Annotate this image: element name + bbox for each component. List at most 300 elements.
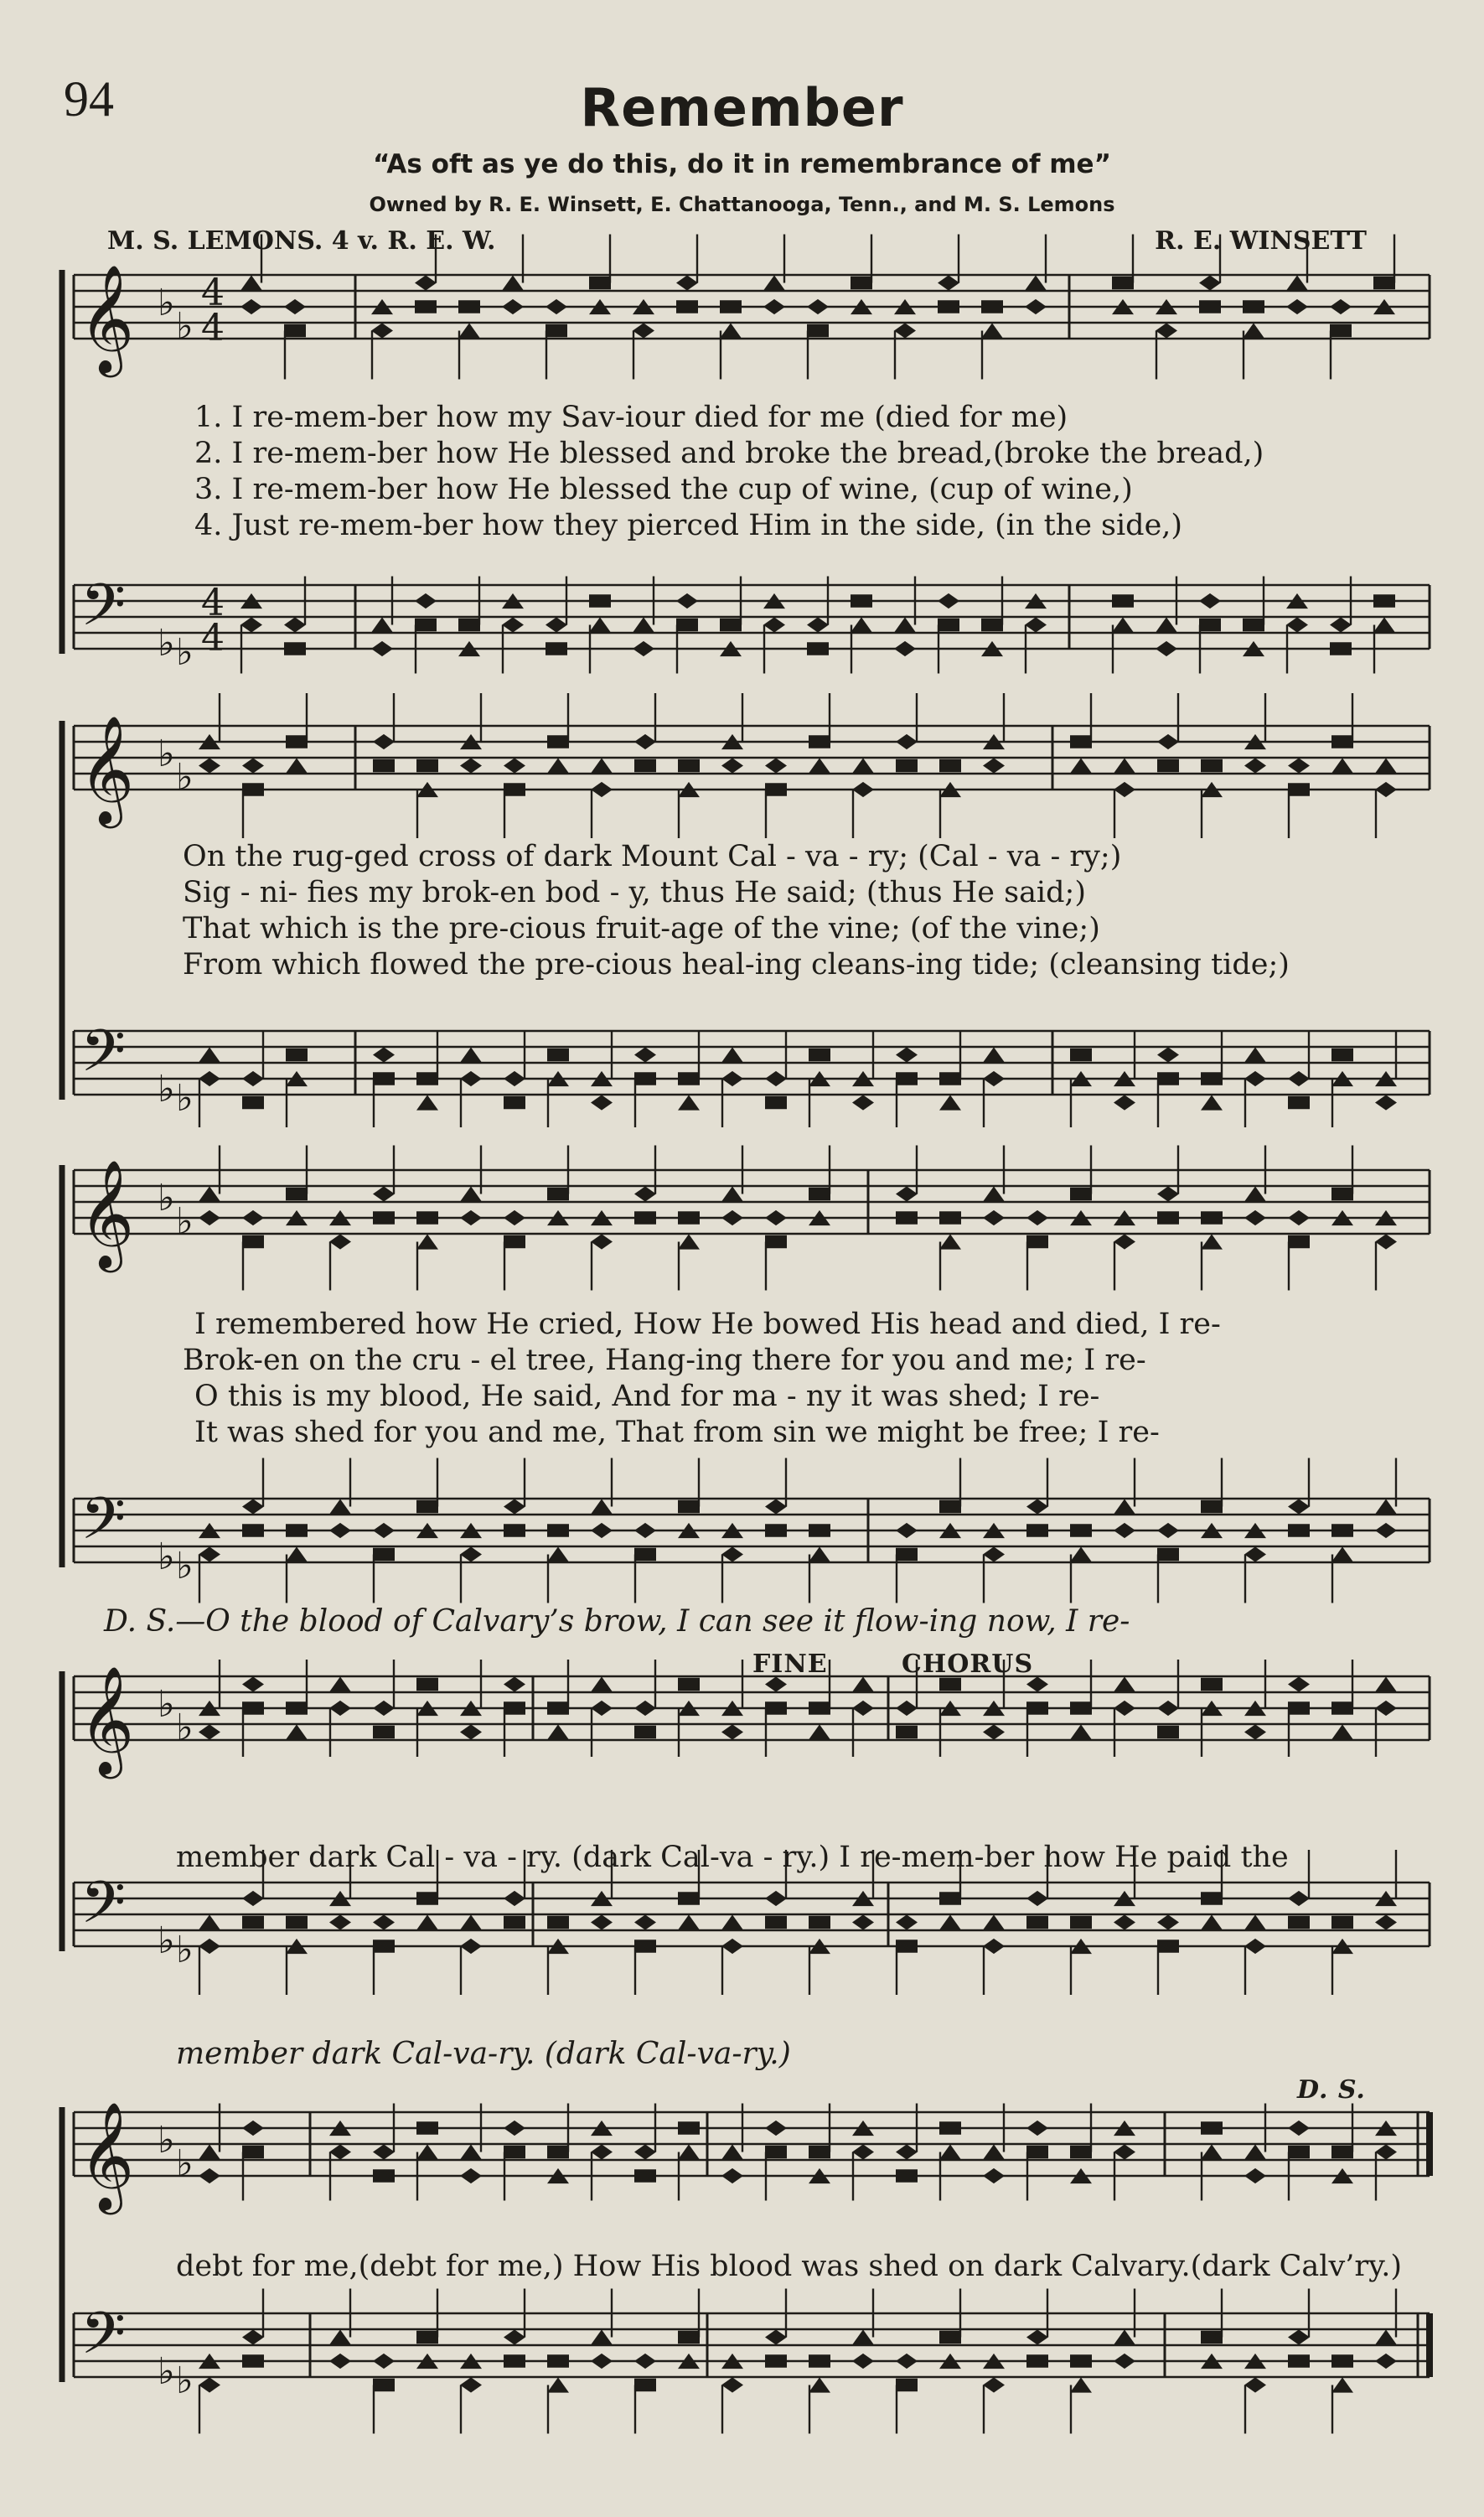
note-head <box>765 758 787 773</box>
note-head <box>240 275 262 290</box>
note-head <box>1114 1523 1135 1538</box>
note-head <box>852 1914 874 1929</box>
lyric-line-5: debt for me,(debt for me,) How His blood was shed on dark Calvary.(dark Calv’ry.) <box>176 2250 1402 2283</box>
note-head <box>1331 2377 1353 2392</box>
ownership-credit: Owned by R. E. Winsett, E. Chattanooga, Tenn., and M. S. Lemons <box>369 193 1115 216</box>
note-head <box>852 1676 874 1691</box>
note-head <box>939 1234 961 1249</box>
time-sig-bottom: 4 <box>201 617 225 660</box>
lyricist-credit: M. S. LEMONS. 4 v. R. E. W. <box>107 226 496 256</box>
note-head <box>1331 1049 1353 1062</box>
note-head <box>1375 1701 1397 1716</box>
note-head <box>1243 323 1264 338</box>
lyric-line-4: member dark Cal - va - ry. (dark Cal-va - ry.) I re-mem-ber how He paid the <box>176 1841 1289 1874</box>
note-head <box>504 1096 525 1110</box>
note-head <box>634 1726 656 1739</box>
note-head <box>634 1523 656 1538</box>
note-head <box>460 1724 482 1739</box>
note-head <box>678 1095 700 1110</box>
note-head <box>371 617 393 632</box>
note-head <box>416 1095 438 1110</box>
note-head <box>591 1095 613 1110</box>
note-head <box>896 1940 918 1953</box>
note-head <box>1201 1678 1223 1691</box>
note-head <box>460 2168 482 2183</box>
note-head <box>242 758 264 773</box>
note-head <box>591 2144 613 2159</box>
note-head <box>938 593 959 609</box>
note-head <box>633 617 654 632</box>
treble-clef-icon: 𝄞 <box>79 715 135 824</box>
note-head <box>504 2146 525 2159</box>
lyric-line-1-verse-4: 4. Just re-mem-ber how they pierced Him in the side, (in the side,) <box>194 509 1183 542</box>
note-head <box>852 2329 874 2344</box>
note-head <box>852 1095 874 1110</box>
note-head <box>676 593 698 609</box>
note-head <box>763 617 785 632</box>
note-head <box>1112 277 1134 290</box>
note-head <box>1330 299 1352 314</box>
note-head <box>460 1047 482 1062</box>
note-head <box>983 1210 1005 1225</box>
note-head <box>809 2146 830 2159</box>
ds-marker: D. S. <box>1297 2075 1366 2105</box>
note-head <box>458 619 480 632</box>
note-head <box>983 2377 1005 2392</box>
note-head <box>1114 1234 1135 1249</box>
note-head <box>809 1916 830 1929</box>
note-head <box>1331 1524 1353 1537</box>
note-head <box>896 1211 918 1225</box>
note-head <box>765 1071 787 1086</box>
note-head <box>1157 734 1179 749</box>
note-head <box>284 617 306 632</box>
note-head <box>589 277 611 290</box>
note-head <box>416 1678 438 1691</box>
note-head <box>1156 617 1177 632</box>
note-head <box>678 2144 700 2159</box>
note-head <box>416 2144 438 2159</box>
note-head <box>502 617 524 632</box>
note-head <box>415 619 437 632</box>
note-head <box>504 758 525 773</box>
note-head <box>634 2354 656 2369</box>
note-head <box>242 1235 264 1249</box>
note-head <box>1330 324 1352 338</box>
note-head <box>1070 758 1092 773</box>
note-head <box>1375 1523 1397 1538</box>
note-head <box>1288 1916 1310 1929</box>
note-head <box>460 1546 482 1561</box>
note-head <box>981 323 1003 338</box>
note-head <box>721 1047 743 1062</box>
note-head <box>939 1500 961 1514</box>
note-head <box>415 275 437 290</box>
note-head <box>460 1071 482 1086</box>
note-head <box>329 1523 351 1538</box>
flat-icon: ♭ <box>176 1077 194 1120</box>
note-head <box>286 735 308 748</box>
note-head <box>240 299 262 314</box>
note-head <box>1286 617 1308 632</box>
note-head <box>983 1546 1005 1561</box>
note-head <box>721 1071 743 1086</box>
time-sig-top: 4 <box>201 582 225 624</box>
note-head <box>939 759 961 773</box>
flat-icon: ♭ <box>176 1200 194 1243</box>
note-head <box>1157 1072 1179 1085</box>
note-head <box>765 1235 787 1249</box>
note-head <box>678 1211 700 1225</box>
note-head <box>1114 782 1135 797</box>
note-head <box>633 323 654 338</box>
note-head <box>634 1701 656 1716</box>
note-head <box>1244 758 1266 773</box>
composer-credit: R. E. WINSETT <box>1155 226 1367 256</box>
bass-clef-icon: 𝄢 <box>80 1484 127 1567</box>
note-head <box>939 1914 961 1929</box>
note-head <box>721 1210 743 1225</box>
note-head <box>1070 1724 1092 1739</box>
note-head <box>1199 300 1221 313</box>
note-head <box>765 2146 787 2159</box>
note-head <box>458 323 480 338</box>
note-head <box>284 324 306 338</box>
note-head <box>634 1047 656 1062</box>
note-head <box>199 1186 220 1201</box>
note-head <box>284 299 306 314</box>
note-head <box>1331 1546 1353 1561</box>
flat-icon: ♭ <box>176 2359 194 2402</box>
note-head <box>896 1914 918 1929</box>
note-head <box>1375 1914 1397 1929</box>
note-head <box>721 1914 743 1929</box>
note-head <box>809 2377 830 2392</box>
note-head <box>1375 1095 1397 1110</box>
note-head <box>1244 1939 1266 1954</box>
lyric-line-2-verse-4: From which flowed the pre-cious heal-ing cleans-ing tide; (cleansing tide;) <box>183 948 1290 981</box>
note-head <box>242 2121 264 2136</box>
note-head <box>1288 783 1310 796</box>
note-head <box>678 2121 700 2135</box>
note-head <box>720 300 742 313</box>
note-head <box>1201 1892 1223 1905</box>
note-head <box>329 1499 351 1514</box>
lyric-line-3-verse-3: O this is my blood, He said, And for ma - ny it was shed; I re- <box>194 1380 1100 1413</box>
note-head <box>591 1234 613 1249</box>
note-head <box>460 2144 482 2159</box>
note-head <box>1025 275 1047 290</box>
flat-icon: ♭ <box>176 305 194 348</box>
flat-icon: ♭ <box>176 1545 194 1587</box>
note-head <box>242 2146 264 2159</box>
note-head <box>240 617 262 632</box>
note-head <box>939 1678 961 1691</box>
note-head <box>547 1546 569 1561</box>
note-head <box>373 1548 395 1561</box>
note-head <box>373 759 395 773</box>
note-head <box>983 2144 1005 2159</box>
note-head <box>329 1676 351 1691</box>
note-head <box>415 593 437 609</box>
note-head <box>547 2354 569 2368</box>
note-head <box>1070 1524 1092 1537</box>
note-head <box>199 1546 220 1561</box>
lyric-line-1-verse-2: 2. I re-mem-ber how He blessed and broke the bread,(broke the bread,) <box>194 437 1264 470</box>
note-head <box>896 2144 918 2159</box>
flat-icon: ♭ <box>158 1177 175 1220</box>
note-head <box>1157 1523 1179 1538</box>
note-head <box>938 619 959 632</box>
note-head <box>1199 275 1221 290</box>
note-head <box>678 759 700 773</box>
note-head <box>678 2331 700 2344</box>
note-head <box>1156 323 1177 338</box>
note-head <box>416 1211 438 1225</box>
note-head <box>591 1523 613 1538</box>
note-head <box>504 783 525 796</box>
note-head <box>416 2121 438 2135</box>
flat-icon: ♭ <box>176 2142 194 2185</box>
note-head <box>286 1524 308 1537</box>
note-head <box>591 782 613 797</box>
note-head <box>896 2354 918 2369</box>
note-head <box>1070 1049 1092 1062</box>
note-head <box>678 1914 700 1929</box>
note-head <box>939 2144 961 2159</box>
note-head <box>1286 299 1308 314</box>
note-head <box>460 1210 482 1225</box>
note-head <box>1025 617 1047 632</box>
note-head <box>371 641 393 656</box>
note-head <box>458 300 480 313</box>
note-head <box>634 734 656 749</box>
note-head <box>373 1047 395 1062</box>
note-head <box>373 2379 395 2392</box>
note-head <box>591 758 613 773</box>
fine-marker: FINE <box>752 1650 828 1679</box>
flat-icon: ♭ <box>158 2350 175 2393</box>
note-head <box>634 2379 656 2392</box>
note-head <box>1114 758 1135 773</box>
note-head <box>547 1188 569 1201</box>
note-head <box>765 2329 787 2344</box>
note-head <box>591 2354 613 2369</box>
bass-clef-icon: 𝄢 <box>80 2299 127 2381</box>
note-head <box>416 1500 438 1514</box>
treble-clef-icon: 𝄞 <box>79 2101 135 2210</box>
note-head <box>896 1548 918 1561</box>
note-head <box>807 299 829 314</box>
note-head <box>1114 1701 1135 1716</box>
note-head <box>634 1914 656 1929</box>
note-head <box>504 1524 525 1537</box>
note-head <box>896 1726 918 1739</box>
note-head <box>460 2377 482 2392</box>
note-head <box>1201 2331 1223 2344</box>
note-head <box>371 323 393 338</box>
note-head <box>678 1500 700 1514</box>
note-head <box>634 759 656 773</box>
treble-clef-icon: 𝄞 <box>79 1665 135 1774</box>
note-head <box>373 1523 395 1538</box>
note-head <box>242 1701 264 1715</box>
note-head <box>809 735 830 748</box>
note-head <box>547 1524 569 1537</box>
note-head <box>981 300 1003 313</box>
note-head <box>896 1047 918 1062</box>
flat-icon: ♭ <box>158 1919 175 1962</box>
note-head <box>634 1940 656 1953</box>
note-head <box>720 323 742 338</box>
note-head <box>851 617 872 632</box>
note-head <box>1070 2377 1092 2392</box>
note-head <box>416 1892 438 1905</box>
flat-icon: ♭ <box>176 1706 194 1749</box>
lyric-line-2-verse-1: On the rug-ged cross of dark Mount Cal - va - ry; (Cal - va - ry;) <box>183 840 1122 873</box>
note-head <box>1026 1235 1048 1249</box>
note-head <box>1244 1546 1266 1561</box>
note-head <box>763 275 785 290</box>
note-head <box>546 617 567 632</box>
hymn-title: Remember <box>580 77 904 138</box>
note-head <box>765 1916 787 1929</box>
note-head <box>591 1701 613 1716</box>
note-head <box>1375 1676 1397 1691</box>
note-head <box>1199 593 1221 609</box>
note-head <box>634 1548 656 1561</box>
note-head <box>373 1914 395 1929</box>
note-head <box>1201 2121 1223 2135</box>
note-head <box>199 2168 220 2183</box>
note-head <box>1375 2329 1397 2344</box>
note-head <box>199 1210 220 1225</box>
note-head <box>634 2169 656 2183</box>
note-head <box>809 2354 830 2368</box>
note-head <box>1114 2329 1135 2344</box>
note-head <box>896 1186 918 1201</box>
note-head <box>502 299 524 314</box>
note-head <box>242 1524 264 1537</box>
note-head <box>1026 2329 1048 2344</box>
note-head <box>1373 594 1395 608</box>
note-head <box>547 2146 569 2159</box>
note-head <box>1201 759 1223 773</box>
note-head <box>1286 275 1308 290</box>
note-head <box>634 1072 656 1085</box>
note-head <box>1375 2144 1397 2159</box>
flat-icon: ♭ <box>158 622 175 665</box>
note-head <box>1070 1546 1092 1561</box>
note-head <box>1026 1499 1048 1514</box>
note-head <box>1112 594 1134 608</box>
note-head <box>807 642 829 655</box>
scripture-subtitle: “As oft as ye do this, do it in remembrance of me” <box>373 149 1111 179</box>
note-head <box>1112 617 1134 632</box>
note-head <box>983 1047 1005 1062</box>
note-head <box>286 1546 308 1561</box>
note-head <box>373 1940 395 1953</box>
note-head <box>852 758 874 773</box>
note-head <box>1157 1914 1179 1929</box>
flat-icon: ♭ <box>176 756 194 799</box>
note-head <box>1288 1235 1310 1249</box>
note-head <box>721 2144 743 2159</box>
note-head <box>1026 2354 1048 2368</box>
note-head <box>1288 1499 1310 1514</box>
note-head <box>1201 1072 1223 1085</box>
note-head <box>1114 2354 1135 2369</box>
note-head <box>1157 1726 1179 1739</box>
note-head <box>1026 1891 1048 1906</box>
note-head <box>547 735 569 748</box>
note-head <box>938 275 959 290</box>
flat-icon: ♭ <box>158 1068 175 1111</box>
note-head <box>1026 1916 1048 1929</box>
note-head <box>547 2377 569 2392</box>
note-head <box>1026 1524 1048 1537</box>
flat-icon: ♭ <box>158 282 175 324</box>
note-head <box>1288 1676 1310 1691</box>
note-head <box>1288 758 1310 773</box>
note-head <box>373 1211 395 1225</box>
note-head <box>502 275 524 290</box>
note-head <box>896 1072 918 1085</box>
note-head <box>589 594 611 608</box>
note-head <box>329 2144 351 2159</box>
note-head <box>329 2329 351 2344</box>
note-head <box>894 323 916 338</box>
note-head <box>1114 2144 1135 2159</box>
note-head <box>894 641 916 656</box>
bass-clef-icon: 𝄢 <box>80 571 127 653</box>
note-head <box>676 300 698 313</box>
note-head <box>1288 2354 1310 2368</box>
note-head <box>242 1676 264 1691</box>
note-head <box>1288 1096 1310 1110</box>
note-head <box>373 1186 395 1201</box>
time-sig-top: 4 <box>201 272 225 314</box>
note-head <box>765 1676 787 1691</box>
note-head <box>721 1546 743 1561</box>
note-head <box>416 1072 438 1085</box>
note-head <box>1070 2354 1092 2368</box>
note-head <box>373 1701 395 1716</box>
note-head <box>242 1891 264 1906</box>
note-head <box>896 2379 918 2392</box>
note-head <box>1244 2144 1266 2159</box>
note-head <box>373 1072 395 1085</box>
note-head <box>546 324 567 338</box>
note-head <box>1331 1701 1353 1715</box>
note-head <box>721 2377 743 2392</box>
note-head <box>763 299 785 314</box>
note-head <box>504 1071 525 1086</box>
note-head <box>896 734 918 749</box>
note-head <box>939 2121 961 2135</box>
note-head <box>1157 1211 1179 1225</box>
note-head <box>547 1701 569 1715</box>
note-head <box>242 1071 264 1086</box>
note-head <box>634 1186 656 1201</box>
note-head <box>504 1701 525 1715</box>
note-head <box>939 1072 961 1085</box>
note-head <box>939 1211 961 1225</box>
chorus-marker: CHORUS <box>902 1650 1034 1679</box>
note-head <box>765 1524 787 1537</box>
note-head <box>1157 1548 1179 1561</box>
note-head <box>504 2354 525 2368</box>
